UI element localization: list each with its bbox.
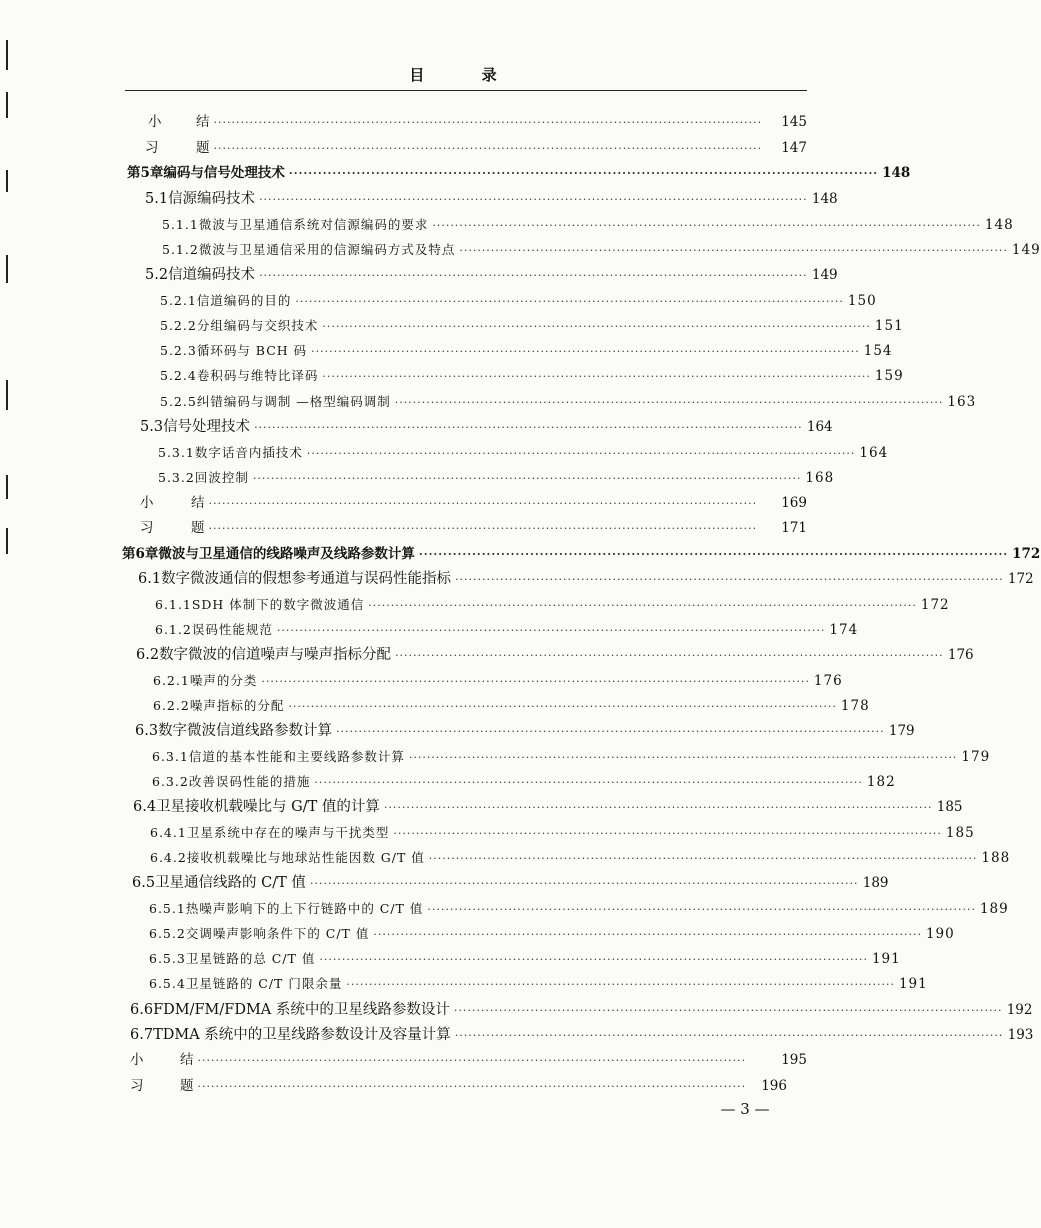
entry-number: 6.4.2 [150, 850, 187, 865]
leader-dots: ·························································································································· [393, 827, 942, 840]
entry-number: 5.3.2 [158, 470, 195, 485]
leader-dots: ·························································································································· [427, 903, 976, 916]
entry-title: TDMA 系统中的卫星线路参数设计及容量计算 [153, 1027, 451, 1043]
page-number: — 3 — [720, 1100, 770, 1118]
entry-page: 188 [981, 850, 1011, 866]
toc-entry[interactable] [158, 464, 835, 486]
entry-page: 185 [945, 825, 975, 841]
toc-entry[interactable] [158, 439, 889, 461]
entry-number: 6.5.4 [149, 976, 186, 991]
leader-dots: ·························································································································· [453, 1004, 1003, 1017]
toc-entry[interactable] [152, 743, 991, 765]
toc-entry[interactable] [155, 591, 950, 613]
toc-entry[interactable] [138, 565, 1034, 587]
toc-entry[interactable] [130, 1072, 787, 1094]
entry-title: 数字话音内插技术 [194, 445, 303, 460]
toc-entry[interactable] [149, 895, 1009, 917]
entry-number: 5.2.1 [160, 293, 197, 308]
entry-number: 5.3.1 [158, 445, 195, 460]
entry-title: 微波与卫星通信的线路噪声及线路参数计算 [158, 546, 415, 562]
entry-title: 微波与卫星通信系统对信源编码的要求 [198, 217, 429, 232]
toc-entry[interactable] [122, 540, 1041, 562]
entry-number: 6.1.1 [155, 597, 192, 612]
entry-number: 习 [130, 1078, 144, 1094]
entry-title: 交调噪声影响条件下的 C/T 值 [185, 926, 370, 941]
entry-number: 5.1.2 [162, 242, 199, 257]
leader-dots: ·························································································································· [432, 219, 981, 232]
entry-title: 卷积码与维特比译码 [196, 368, 319, 383]
toc-entry[interactable] [145, 185, 838, 207]
entry-title: 数字微波通信的假想参考通道与误码性能指标 [161, 571, 452, 587]
leader-dots: ·························································································································· [311, 345, 860, 358]
entry-number: 第5章 [127, 165, 164, 181]
entry-number: 6.5 [132, 875, 156, 891]
leader-dots: ·························································································································· [213, 116, 763, 129]
leader-dots: ·························································································································· [383, 801, 933, 814]
entry-title: 热噪声影响下的上下行链路中的 C/T 值 [185, 901, 424, 916]
toc-entry[interactable] [162, 211, 1014, 233]
entry-title: 纠错编码与调制 —格型编码调制 [196, 394, 391, 409]
toc-entry[interactable] [153, 692, 870, 714]
toc-entry[interactable] [145, 261, 838, 283]
toc-entry[interactable] [132, 869, 889, 891]
leader-dots: ·························································································································· [454, 1029, 1004, 1042]
entry-title: 卫星通信线路的 C/T 值 [155, 875, 306, 891]
entry-number: 6.2.1 [153, 673, 190, 688]
toc-entry[interactable] [148, 108, 807, 130]
toc-entry[interactable] [160, 388, 977, 410]
entry-title: 题 [196, 140, 210, 156]
entry-page: 178 [840, 698, 870, 714]
leader-dots: ·························································································································· [322, 370, 871, 383]
toc-entry[interactable] [160, 337, 893, 359]
toc-entry[interactable] [155, 616, 859, 638]
entry-title: 信号处理技术 [163, 419, 251, 435]
entry-title: 编码与信号处理技术 [163, 165, 285, 181]
entry-page: 150 [847, 293, 877, 309]
toc-entry[interactable] [153, 667, 843, 689]
entry-title: 分组编码与交织技术 [196, 318, 319, 333]
leader-dots: ·························································································································· [346, 978, 895, 991]
entry-title: 信源编码技术 [168, 191, 256, 207]
entry-number: 5.2.2 [160, 318, 197, 333]
entry-title: 接收机载噪比与地球站性能因数 G/T 值 [186, 850, 425, 865]
entry-title: 卫星链路的总 C/T 值 [185, 951, 316, 966]
entry-page: 148 [882, 165, 911, 181]
toc-entry[interactable] [136, 641, 974, 663]
entry-page: 176 [813, 673, 843, 689]
entry-page: 171 [781, 520, 807, 536]
entry-number: 6.5.1 [149, 901, 186, 916]
leader-dots: ·························································································································· [254, 421, 803, 434]
entry-number: 6.3 [135, 723, 159, 739]
entry-page: 185 [936, 799, 963, 815]
leader-dots: ·························································································································· [368, 599, 917, 612]
entry-title: 结 [191, 495, 205, 511]
leader-dots: ·························································································································· [288, 167, 879, 180]
entry-page: 164 [859, 445, 889, 461]
toc-entry[interactable] [160, 362, 904, 384]
leader-dots: ·························································································································· [394, 396, 944, 409]
toc-entry[interactable] [152, 768, 896, 790]
entry-page: 159 [874, 368, 904, 384]
entry-page: 172 [1012, 546, 1041, 562]
entry-page: 195 [781, 1052, 807, 1068]
entry-number: 5.1 [145, 191, 169, 207]
leader-dots: ·························································································································· [309, 877, 859, 890]
entry-title: 数字微波信道线路参数计算 [158, 723, 333, 739]
entry-title: FDM/FM/FDMA 系统中的卫星线路参数设计 [153, 1002, 450, 1018]
entry-title: 信道编码技术 [168, 267, 256, 283]
entry-page: 182 [866, 774, 896, 790]
entry-page: 148 [811, 191, 838, 207]
entry-page: 190 [925, 926, 955, 942]
entry-page: 154 [863, 343, 893, 359]
entry-title: 循环码与 BCH 码 [196, 343, 308, 358]
leader-dots: ·························································································································· [319, 953, 868, 966]
entry-title: 卫星系统中存在的噪声与干扰类型 [186, 825, 390, 840]
toc-entry[interactable] [127, 159, 911, 181]
leader-dots: ·························································································································· [213, 142, 763, 155]
entry-number: 6.3.2 [152, 774, 189, 789]
entry-page: 163 [947, 394, 977, 410]
leader-dots: ·························································································································· [197, 1054, 747, 1067]
entry-page: 189 [979, 901, 1009, 917]
entry-title: 误码性能规范 [191, 622, 273, 637]
toc-entry[interactable] [130, 996, 1033, 1018]
entry-number: 6.4 [133, 799, 157, 815]
entry-number: 6.6 [130, 1002, 154, 1018]
entry-title: 卫星链路的 C/T 门限余量 [185, 976, 343, 991]
entry-title: 结 [196, 114, 210, 130]
entry-number: 5.2.4 [160, 368, 197, 383]
leader-dots: ·························································································································· [428, 852, 978, 865]
entry-number: 6.5.3 [149, 951, 186, 966]
entry-title: SDH 体制下的数字微波通信 [191, 597, 365, 612]
leader-dots: ·························································································································· [336, 725, 885, 738]
leader-dots: ·························································································································· [252, 472, 802, 485]
entry-title: 回波控制 [194, 470, 249, 485]
entry-title: 题 [180, 1078, 194, 1094]
entry-number: 6.5.2 [149, 926, 186, 941]
entry-title: 噪声的分类 [189, 673, 258, 688]
toc-entry[interactable] [160, 312, 904, 334]
toc-entry[interactable] [140, 489, 807, 511]
toc-entry[interactable] [140, 413, 833, 435]
entry-title: 结 [180, 1052, 194, 1068]
leader-dots: ·························································································································· [295, 295, 844, 308]
entry-number: 6.4.1 [150, 825, 187, 840]
entry-number: 6.1.2 [155, 622, 192, 637]
entry-page: 192 [1006, 1002, 1033, 1018]
entry-page: 174 [829, 622, 859, 638]
entry-title: 数字微波的信道噪声与噪声指标分配 [159, 647, 392, 663]
entry-number: 习 [145, 140, 159, 156]
entry-page: 176 [947, 647, 974, 663]
toc-entry[interactable] [135, 717, 915, 739]
leader-dots: ·························································································································· [408, 751, 958, 764]
entry-number: 第6章 [122, 546, 159, 562]
entry-page: 168 [805, 470, 835, 486]
entry-page: 148 [984, 217, 1014, 233]
leader-dots: ·························································································································· [373, 928, 922, 941]
entry-number: 6.3.1 [152, 749, 189, 764]
entry-title: 卫星接收机载噪比与 G/T 值的计算 [156, 799, 380, 815]
entry-number: 小 [148, 114, 162, 130]
entry-number: 5.2 [145, 267, 169, 283]
toc-entry[interactable] [140, 514, 807, 536]
entry-title: 题 [191, 520, 205, 536]
entry-number: 小 [130, 1052, 144, 1068]
entry-number: 5.1.1 [162, 217, 199, 232]
entry-page: 169 [781, 495, 807, 511]
entry-number: 习 [140, 520, 154, 536]
entry-title: 微波与卫星通信采用的信源编码方式及特点 [198, 242, 456, 257]
leader-dots: ·························································································································· [208, 497, 758, 510]
entry-number: 6.7 [130, 1027, 154, 1043]
entry-page: 151 [874, 318, 904, 334]
toc-entry[interactable] [149, 970, 928, 992]
toc-entry[interactable] [130, 1046, 807, 1068]
entry-title: 信道的基本性能和主要线路参数计算 [188, 749, 405, 764]
leader-dots: ·························································································································· [276, 624, 826, 637]
entry-page: 149 [1011, 242, 1041, 258]
leader-dots: ·························································································································· [259, 193, 808, 206]
entry-page: 196 [761, 1078, 787, 1094]
toc-entry[interactable] [133, 793, 963, 815]
entry-title: 噪声指标的分配 [189, 698, 285, 713]
entry-page: 145 [781, 114, 807, 130]
page-header-title: 目 录 [409, 66, 523, 84]
leader-dots: ·························································································································· [455, 573, 1004, 586]
toc-entry[interactable] [149, 945, 901, 967]
entry-number: 6.2.2 [153, 698, 190, 713]
leader-dots: ·························································································································· [459, 244, 1008, 257]
entry-number: 6.1 [138, 571, 162, 587]
entry-page: 172 [1007, 571, 1034, 587]
toc-entry[interactable] [150, 844, 1011, 866]
toc-entry[interactable] [149, 920, 955, 942]
leader-dots: ·························································································································· [288, 700, 837, 713]
toc-entry[interactable] [162, 236, 1041, 258]
entry-page: 149 [811, 267, 838, 283]
entry-number: 6.2 [136, 647, 160, 663]
leader-dots: ·························································································································· [314, 776, 863, 789]
leader-dots: ·························································································································· [261, 675, 810, 688]
entry-page: 179 [888, 723, 915, 739]
entry-number: 5.2.5 [160, 394, 197, 409]
entry-number: 5.3 [140, 419, 164, 435]
entry-page: 172 [920, 597, 950, 613]
leader-dots: ·························································································································· [306, 447, 856, 460]
leader-dots: ·························································································································· [395, 649, 944, 662]
toc-entry[interactable] [150, 819, 975, 841]
toc-entry[interactable] [130, 1021, 1034, 1043]
entry-page: 189 [862, 875, 889, 891]
toc-entry[interactable] [145, 134, 807, 156]
entry-page: 179 [961, 749, 991, 765]
leader-dots: ·························································································································· [197, 1080, 747, 1093]
leader-dots: ·························································································································· [208, 522, 758, 535]
entry-page: 164 [806, 419, 833, 435]
toc-entry[interactable] [160, 287, 877, 309]
leader-dots: ·························································································································· [322, 320, 871, 333]
entry-page: 191 [871, 951, 901, 967]
entry-page: 147 [781, 140, 807, 156]
leader-dots: ·························································································································· [259, 269, 808, 282]
entry-title: 改善误码性能的措施 [188, 774, 311, 789]
entry-number: 小 [140, 495, 154, 511]
entry-page: 193 [1007, 1027, 1034, 1043]
entry-page: 191 [898, 976, 928, 992]
entry-title: 信道编码的目的 [196, 293, 292, 308]
leader-dots: ·························································································································· [418, 548, 1009, 561]
entry-number: 5.2.3 [160, 343, 197, 358]
